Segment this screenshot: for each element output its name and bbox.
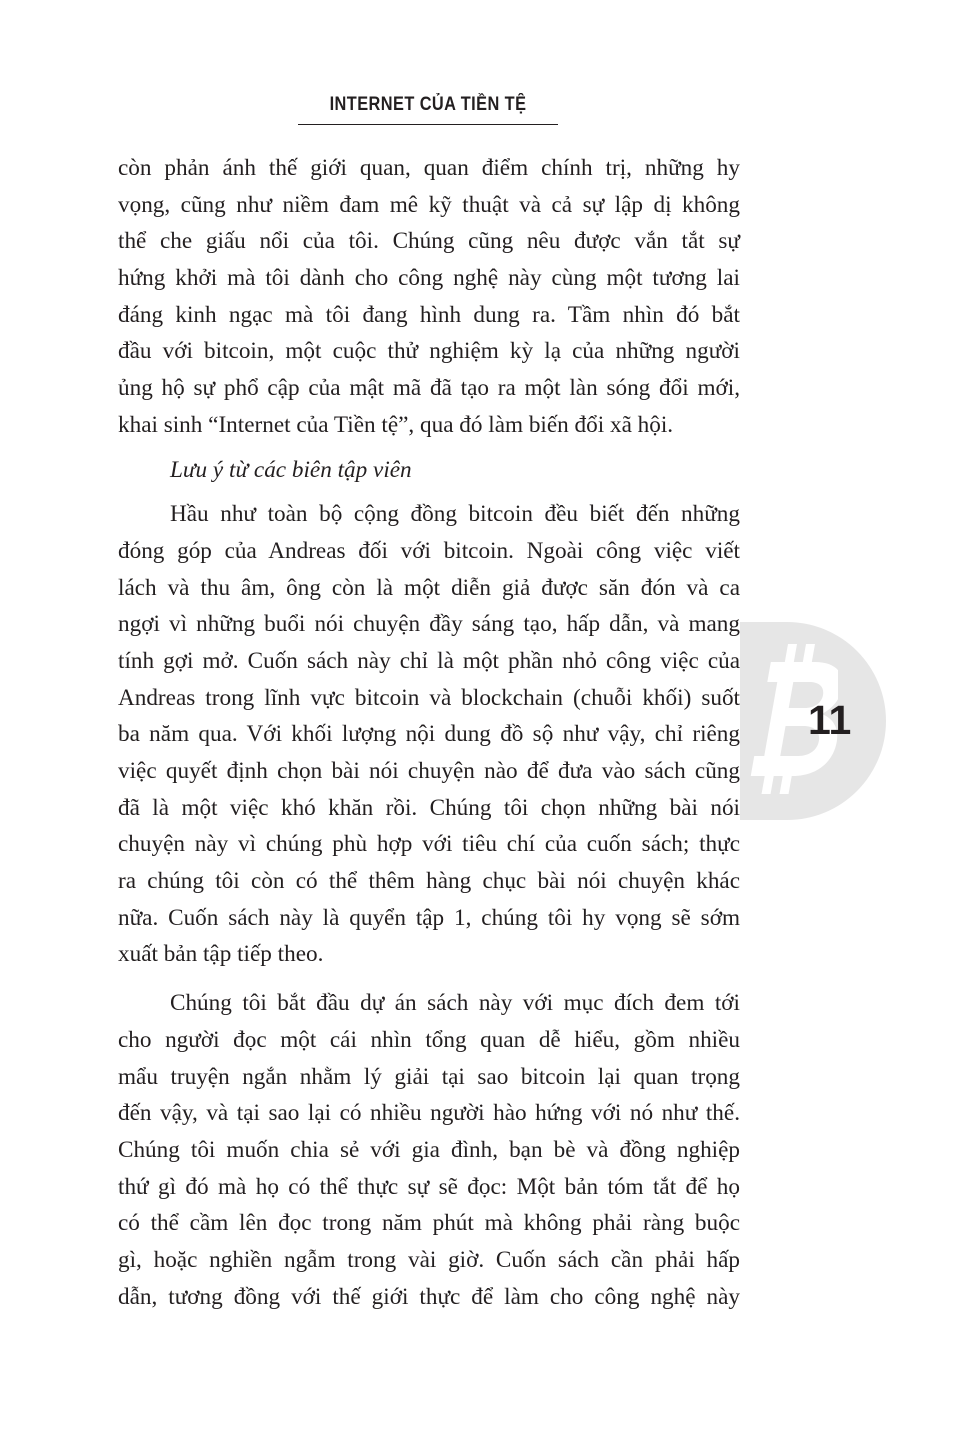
paragraph-line: thể che giấu nổi của tôi. Chúng cũng nêu được vắn tắt sự: [118, 228, 740, 255]
paragraph-line: đóng góp của Andreas đối với bitcoin. Ngoài công việc viết: [118, 537, 740, 564]
paragraph-line: ra chúng tôi còn có thể thêm hàng chục bài nói chuyện khác: [118, 868, 740, 895]
paragraph-line: có thể cầm lên đọc trong năm phút mà không phải ràng buộc: [118, 1210, 740, 1237]
paragraph-3: [118, 985, 740, 1315]
paragraph-line: vọng, cũng như niềm đam mê kỹ thuật và cả sự lập dị không: [118, 191, 740, 218]
paragraph-line: đáng kinh ngạc mà tôi đang hình dung ra. Tầm nhìn đó bắt: [118, 301, 740, 328]
paragraph-line: việc quyết định chọn bài nói chuyện nào để đưa vào sách cũng: [118, 758, 740, 784]
paragraph-line: cho người đọc một cái nhìn tổng quan dễ hiểu, gồm nhiều: [118, 1026, 740, 1053]
page-number: 11: [808, 697, 852, 743]
section-subheading: Lưu ý từ các biên tập viên: [170, 456, 412, 483]
running-head-rule: [298, 124, 558, 125]
paragraph-line: còn phản ánh thế giới quan, quan điểm chính trị, những hy: [118, 155, 740, 181]
paragraph-line: chuyện này vì chúng phù hợp với tiêu chí của cuốn sách; thực: [118, 831, 740, 858]
paragraph-1: [118, 150, 740, 444]
paragraph-line: lách và thu âm, ông còn là một diễn giả được săn đón và ca: [118, 574, 740, 601]
paragraph-line: khai sinh “Internet của Tiền tệ”, qua đó làm biến đổi xã hội.: [118, 411, 674, 438]
paragraph-line: xuất bản tập tiếp theo.: [118, 941, 324, 968]
paragraph-line: ngợi vì những buổi nói chuyện đầy sáng tạo, hấp dẫn, và mang: [118, 611, 740, 638]
paragraph-line: nữa. Cuốn sách này là quyển tập 1, chúng tôi hy vọng sẽ sớm: [118, 904, 740, 931]
paragraph-line: tính gợi mở. Cuốn sách này chỉ là một phần nhỏ công việc của: [118, 647, 740, 674]
page-body: [118, 150, 740, 1315]
paragraph-line: đầu với bitcoin, một cuộc thử nghiệm kỳ lạ của những người: [118, 338, 740, 365]
chapter-thumb-tab: [740, 622, 886, 820]
paragraph-line: mẩu truyện ngắn nhằm lý giải tại sao bitcoin lại quan trọng: [118, 1063, 740, 1090]
paragraph-line: Andreas trong lĩnh vực bitcoin và blockchain (chuỗi khối) suốt: [118, 684, 740, 711]
paragraph-line: hứng khởi mà tôi dành cho công nghệ này cùng một tương lai: [118, 265, 740, 292]
paragraph-line: đến vậy, và tại sao lại có nhiều người hào hứng với nó như thế.: [118, 1100, 740, 1127]
running-head-title: INTERNET CỦA TIỀN TỆ: [329, 94, 527, 115]
paragraph-line: Hầu như toàn bộ cộng đồng bitcoin đều biết đến những: [170, 501, 740, 528]
paragraph-line: Chúng tôi bắt đầu dự án sách này với mục đích đem tới: [170, 990, 740, 1017]
paragraph-line: Chúng tôi muốn chia sẻ với gia đình, bạn bè và đồng nghiệp: [118, 1136, 740, 1163]
paragraph-line: ủng hộ sự phổ cập của mật mã đã tạo ra một làn sóng đổi mới,: [118, 375, 740, 402]
paragraph-line: gì, hoặc nghiền ngẫm trong vài giờ. Cuốn sách cần phải hấp: [118, 1246, 740, 1273]
paragraph-line: thứ gì đó mà họ có thể thực sự sẽ đọc: Một bản tóm tắt để họ: [118, 1173, 740, 1200]
paragraph-line: dẫn, tương đồng với thế giới thực để làm cho công nghệ này: [118, 1283, 740, 1310]
paragraph-line: ba năm qua. Với khối lượng nội dung đồ sộ như vậy, chỉ riêng: [118, 721, 740, 748]
paragraph-2: [118, 496, 740, 973]
paragraph-line: đã là một việc khó khăn rồi. Chúng tôi chọn những bài nói: [118, 794, 740, 821]
